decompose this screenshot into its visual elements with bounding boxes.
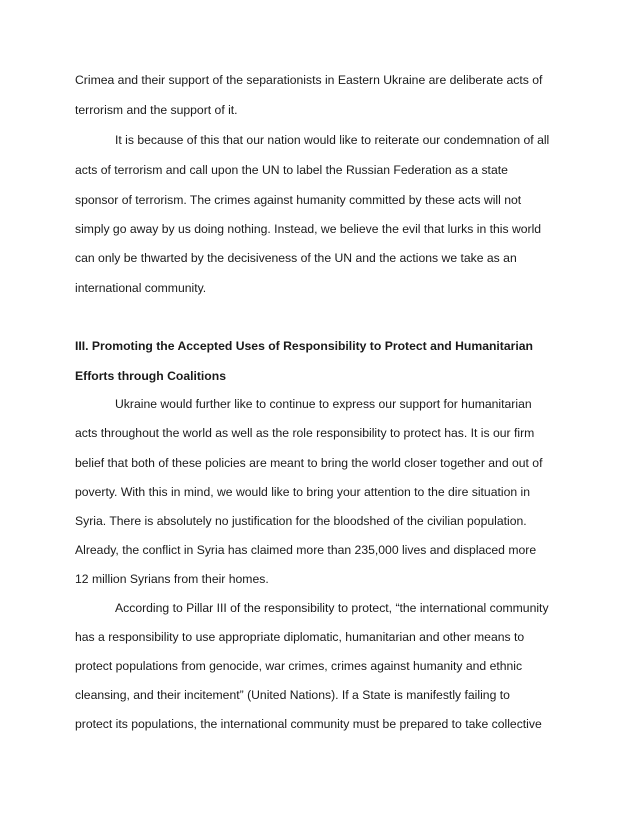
paragraph-2-line-6: international community. — [75, 281, 207, 295]
paragraph-3-line-7: 12 million Syrians from their homes. — [75, 572, 269, 586]
paragraph-1-line-1: Crimea and their support of the separationists in Eastern Ukraine are deliberate acts of — [75, 73, 543, 87]
paragraph-4-line-4: cleansing, and their incitement” (United Nations). If a State is manifestly failing to — [75, 688, 510, 702]
section-heading-line-1: III. Promoting the Accepted Uses of Responsibility to Protect and Humanitarian — [75, 339, 534, 353]
paragraph-4-line-1: According to Pillar III of the responsibility to protect, “the international community — [115, 601, 549, 615]
paragraph-3-line-4: poverty. With this in mind, we would like to bring your attention to the dire situation in — [75, 485, 531, 499]
paragraph-2-line-1: It is because of this that our nation would like to reiterate our condemnation of all — [115, 133, 550, 147]
paragraph-2-line-3: sponsor of terrorism. The crimes against humanity committed by these acts will not — [75, 193, 522, 207]
section-heading-line-2: Efforts through Coalitions — [75, 369, 226, 383]
paragraph-2-line-2: acts of terrorism and call upon the UN to label the Russian Federation as a state — [75, 163, 508, 177]
paragraph-2-line-5: can only be thwarted by the decisiveness of the UN and the actions we take as an — [75, 251, 517, 265]
paragraph-4-line-3: protect populations from genocide, war crimes, crimes against humanity and ethnic — [75, 659, 523, 673]
paragraph-3-line-1: Ukraine would further like to continue to express our support for humanitarian — [115, 397, 532, 411]
paragraph-4-line-2: has a responsibility to use appropriate diplomatic, humanitarian and other means to — [75, 630, 525, 644]
paragraph-3-line-3: belief that both of these policies are meant to bring the world closer together and out of — [75, 456, 543, 470]
paragraph-3-line-6: Already, the conflict in Syria has claimed more than 235,000 lives and displaced more — [75, 543, 537, 557]
paragraph-1-line-2: terrorism and the support of it. — [75, 103, 238, 117]
paragraph-2-line-4: simply go away by us doing nothing. Instead, we believe the evil that lurks in this world — [75, 222, 542, 236]
paragraph-3-line-2: acts throughout the world as well as the role responsibility to protect has. It is our firm — [75, 426, 535, 440]
paragraph-4-line-5: protect its populations, the international community must be prepared to take collective — [75, 717, 542, 731]
paragraph-3-line-5: Syria. There is absolutely no justification for the bloodshed of the civilian population. — [75, 514, 527, 528]
